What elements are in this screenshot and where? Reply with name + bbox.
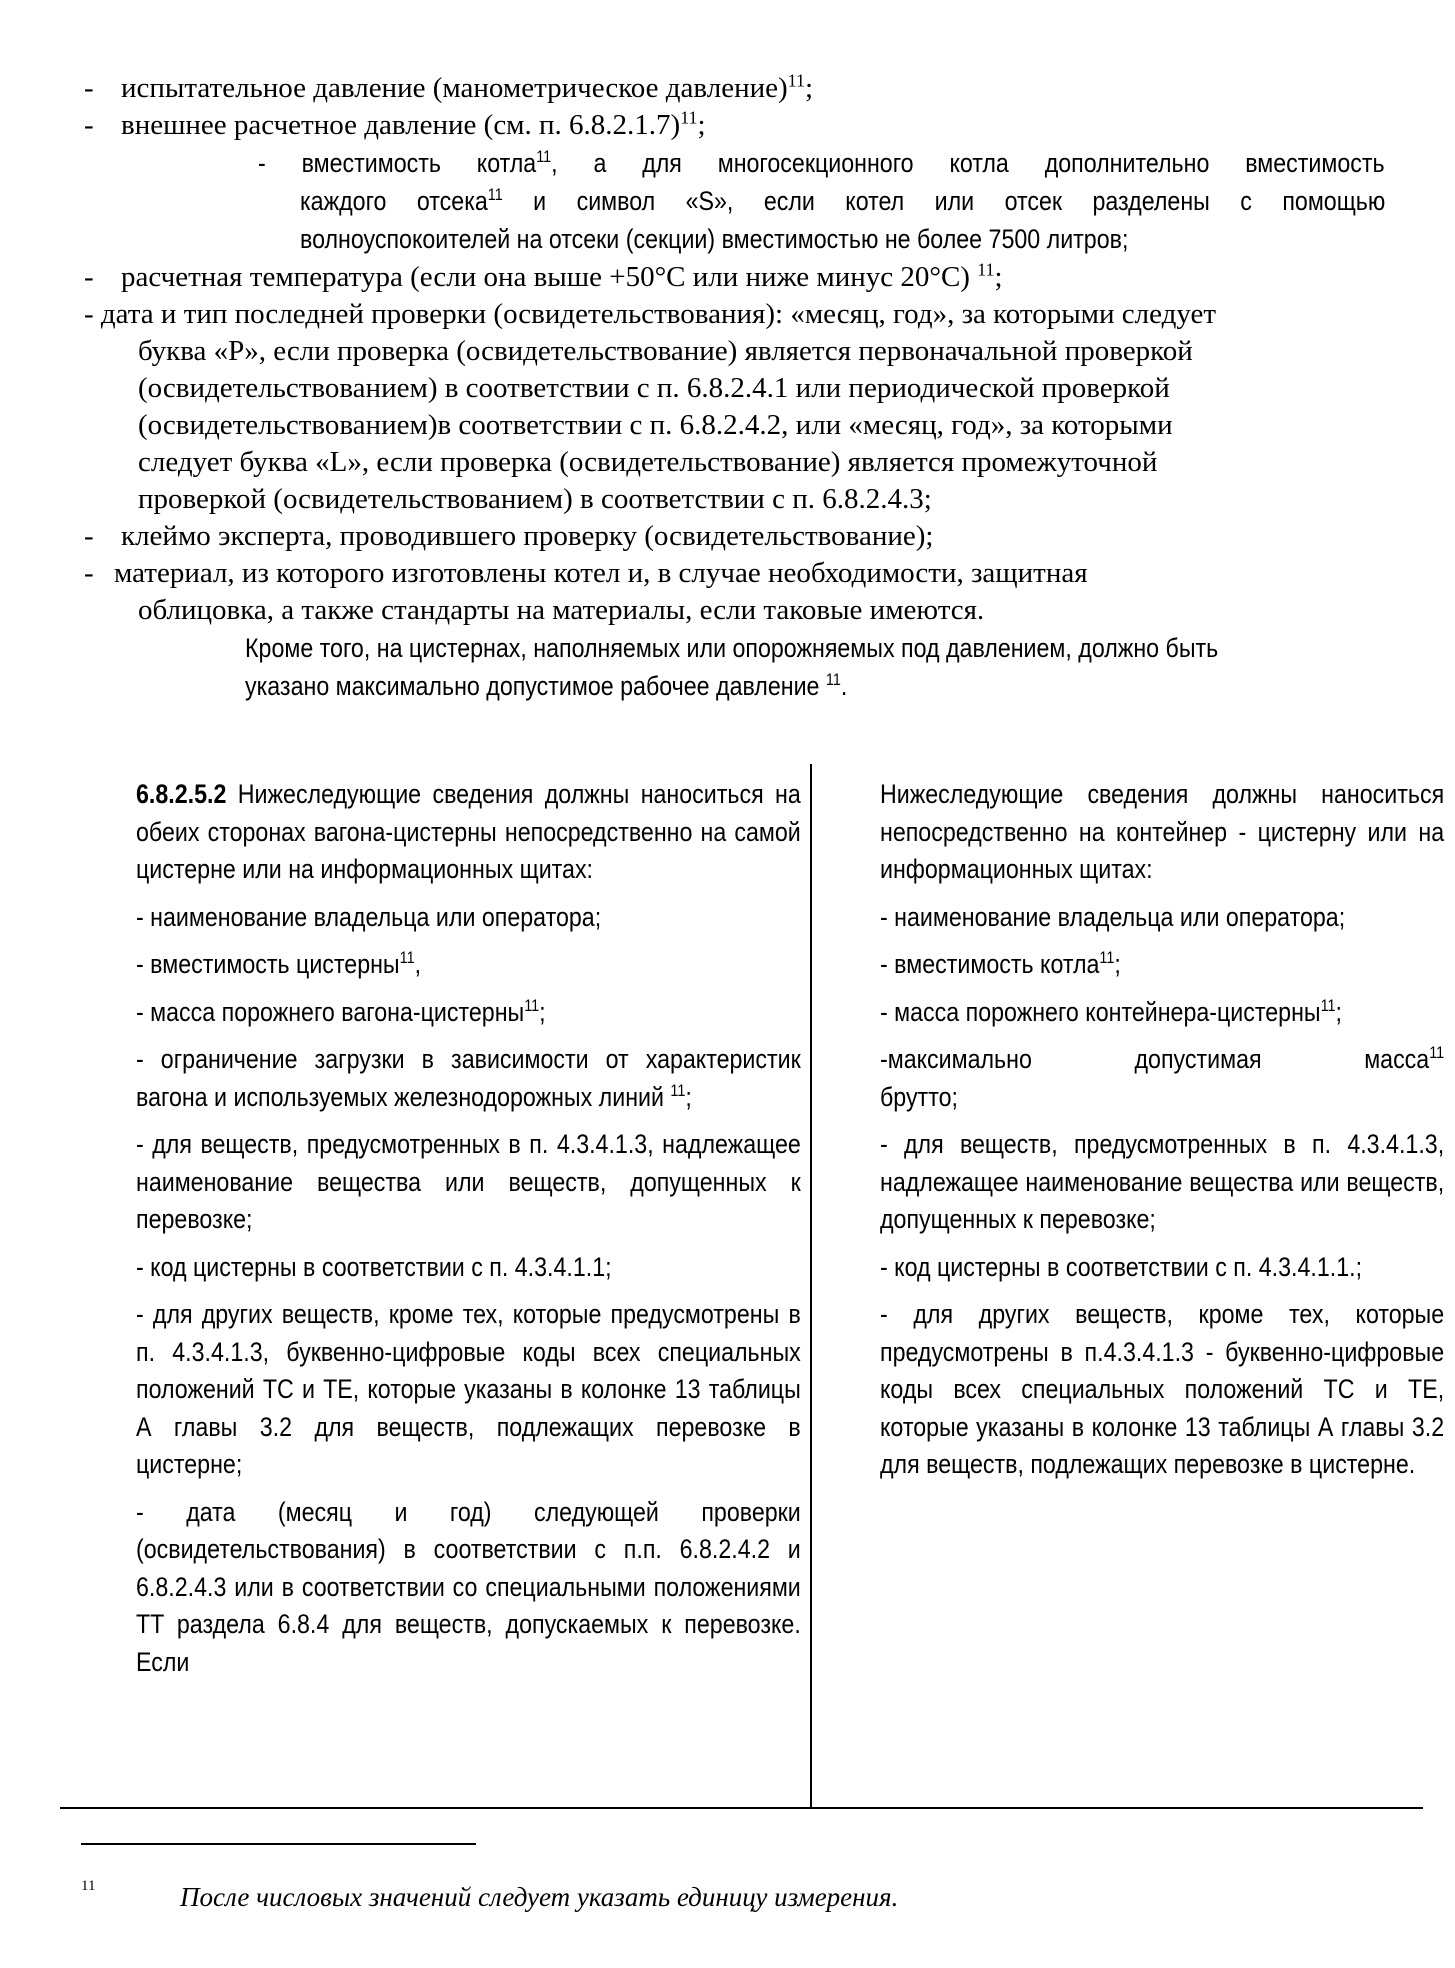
design-temperature-line: расчетная температура (если она выше +50°C или ниже минус 20°C) $^{11}$; — [121, 259, 1003, 293]
left-item-substance-name: - для веществ, предусмотренных в п. 4.3.4.1.3, надлежащее наименование вещества или веществ, допущенных к перевозке; — [136, 1129, 801, 1234]
test-pressure-text: испытательное давление (манометрическое давление) — [121, 72, 788, 104]
left-intro-text: Нижеследующие сведения должны наноситься на обеих сторонах вагона-цистерны непосредственно на самой цистерне или на информационных щитах: — [136, 779, 801, 884]
left-item-load-limit-text: - ограничение загрузки в зависимости от характеристик вагона и используемых железнодорожных линий — [136, 1044, 801, 1112]
footnote-ref: 11 — [524, 995, 540, 1015]
external-pressure-line: внешнее расчетное давление (см. п. 6.8.2.1.7)$^{11}$; — [121, 107, 706, 141]
footnote-text: После числовых значений следует указать единицу измерения. — [180, 1882, 899, 1912]
footnote-separator — [81, 1843, 476, 1845]
right-item-capacity — [880, 946, 1444, 984]
right-item-max-mass-line — [880, 1041, 1444, 1079]
footnote-ref: 11 — [1429, 1043, 1445, 1062]
capacity-text-d: и символ «S», если котел или отсек разделены с помощью — [502, 186, 1386, 216]
left-item-load-limit — [136, 1041, 801, 1116]
capacity-line-3: волноуспокоителей на отсеки (секции) вместимостью не более 7500 литров; — [300, 224, 1129, 254]
expert-stamp-line: клеймо эксперта, проводившего проверку (освидетельствование); — [121, 520, 934, 552]
left-item-tare-mass-text: - масса порожнего вагона-цистерны — [136, 996, 525, 1027]
right-item-gross: брутто; — [880, 1081, 958, 1112]
right-item-owner: - наименование владельца или оператора; — [880, 901, 1346, 932]
left-item-tare-mass — [136, 994, 801, 1032]
left-item-owner: - наименование владельца или оператора; — [136, 901, 602, 932]
column-divider — [810, 764, 812, 1809]
footnote-ref: 11 — [825, 670, 841, 689]
left-item-capacity — [136, 946, 801, 984]
inspection-date-line-4: (освидетельствованием)в соответствии с п. 6.8.2.4.2, или «месяц, год», за которыми — [138, 409, 1173, 441]
capacity-text-c: каждого отсека — [300, 186, 488, 216]
footnote-ref: 11 — [1099, 948, 1115, 967]
capacity-line-2 — [300, 183, 1385, 221]
right-item-special-codes: - для других веществ, кроме тех, которые предусмотрены в п.4.3.4.1.3 - буквенно-цифровые коды всех специальных положений TC и TE, которые указаны в колонке 13 таблицы А главы 3.2 для веществ, подлежащих перевозке в цистерне. — [880, 1299, 1445, 1479]
section-number: 6.8.2.5.2 — [136, 779, 227, 809]
right-item-tank-code: - код цистерны в соответствии с п. 4.3.4.1.1.; — [880, 1251, 1363, 1282]
design-temperature-text: расчетная температура (если она выше +50°C или ниже минус 20°C) — [121, 261, 978, 293]
left-item-load-limit-end: ; — [685, 1081, 692, 1112]
right-item-substance-name: - для веществ, предусмотренных в п. 4.3.4.1.3, надлежащее наименование вещества или веществ, допущенных к перевозке; — [880, 1129, 1445, 1234]
footnote-ref: 11 — [977, 259, 995, 280]
inspection-date-line-1: - дата и тип последней проверки (освидетельствования): «месяц, год», за которыми следует — [84, 298, 1217, 330]
inspection-date-line-2: буква «P», если проверка (освидетельствование) является первоначальной проверкой — [138, 335, 1193, 367]
footnote-ref: 11 — [536, 147, 552, 166]
right-item-tare-mass-end: ; — [1335, 996, 1343, 1027]
section-bottom-rule — [60, 1807, 1423, 1809]
footnote-ref: 11 — [787, 70, 805, 91]
footnote-ref: 11 — [487, 185, 503, 204]
footnote-ref: 11 — [1320, 995, 1336, 1015]
list-dash: - — [84, 261, 94, 293]
footnote-ref: 11 — [670, 1080, 686, 1100]
footnote-ref: 11 — [399, 948, 415, 967]
left-intro — [136, 776, 801, 889]
left-item-tank-code: - код цистерны в соответствии с п. 4.3.4.1.1; — [136, 1251, 612, 1282]
capacity-line-1 — [258, 145, 1385, 183]
inspection-date-line-5: следует буква «L», если проверка (освидетельствование) является промежуточной — [138, 446, 1158, 478]
right-item-tare-mass-text: - масса порожнего контейнера-цистерны — [880, 996, 1321, 1027]
left-item-next-inspection: - дата (месяц и год) следующей проверки (освидетельствования) в соответствии с п.п. 6.8.2.4.2 и 6.8.2.4.3 или в соответствии со специальными положениями TT раздела 6.8.4 для веществ, допускаемых к перевозке. Если — [136, 1496, 801, 1677]
external-pressure-text: внешнее расчетное давление (см. п. 6.8.2.1.7) — [121, 109, 681, 141]
inspection-date-line-3: (освидетельствованием) в соответствии с п. 6.8.2.4.1 или периодической проверкой — [138, 372, 1170, 404]
footnote-number: 11 — [81, 1878, 96, 1894]
left-item-tare-mass-end: ; — [539, 996, 546, 1027]
inspection-date-line-6: проверкой (освидетельствованием) в соответствии с п. 6.8.2.4.3; — [138, 483, 932, 515]
pressure-text: указано максимально допустимое рабочее давление — [245, 671, 826, 701]
right-item-capacity-text: - вместимость котла — [880, 949, 1100, 979]
right-column — [880, 776, 1444, 1484]
pressure-line-1: Кроме того, на цистернах, наполняемых или опорожняемых под давлением, должно быть — [245, 633, 1219, 663]
test-pressure-line: испытательное давление (манометрическое давление)$^{11}$; — [121, 70, 814, 104]
right-item-capacity-end: ; — [1114, 949, 1121, 979]
material-line-1: материал, из которого изготовлены котел и, в случае необходимости, защитная — [114, 557, 1088, 589]
left-item-special-codes: - для других веществ, кроме тех, которые предусмотрены в п. 4.3.4.1.3, буквенно-цифровые коды всех специальных положений TC и TE, которые указаны в колонке 13 таблицы А главы 3.2 для веществ, подлежащих перевозке в цистерне; — [136, 1299, 801, 1479]
right-item-tare-mass — [880, 994, 1444, 1032]
left-item-capacity-end: , — [414, 949, 422, 979]
list-dash: - — [84, 557, 94, 589]
list-dash: - — [84, 72, 94, 104]
capacity-text-b: , а для многосекционного котла дополнительно вместимость — [551, 148, 1385, 178]
right-intro: Нижеследующие сведения должны наноситься непосредственно на контейнер - цистерну или на информационных щитах: — [880, 779, 1445, 884]
right-item-max-mass-text: -максимально допустимая масса — [880, 1044, 1430, 1074]
material-line-2: облицовка, а также стандарты на материалы, если таковые имеются. — [138, 594, 985, 626]
list-dash: - — [84, 109, 94, 141]
capacity-text-a: - вместимость котла — [258, 148, 537, 178]
pressure-line-2: указано максимально допустимое рабочее давление $^{11}$. — [245, 670, 848, 701]
footnote-ref: 11 — [680, 107, 698, 128]
left-item-capacity-text: - вместимость цистерны — [136, 949, 400, 979]
list-dash: - — [84, 520, 94, 552]
left-column — [136, 776, 801, 1681]
